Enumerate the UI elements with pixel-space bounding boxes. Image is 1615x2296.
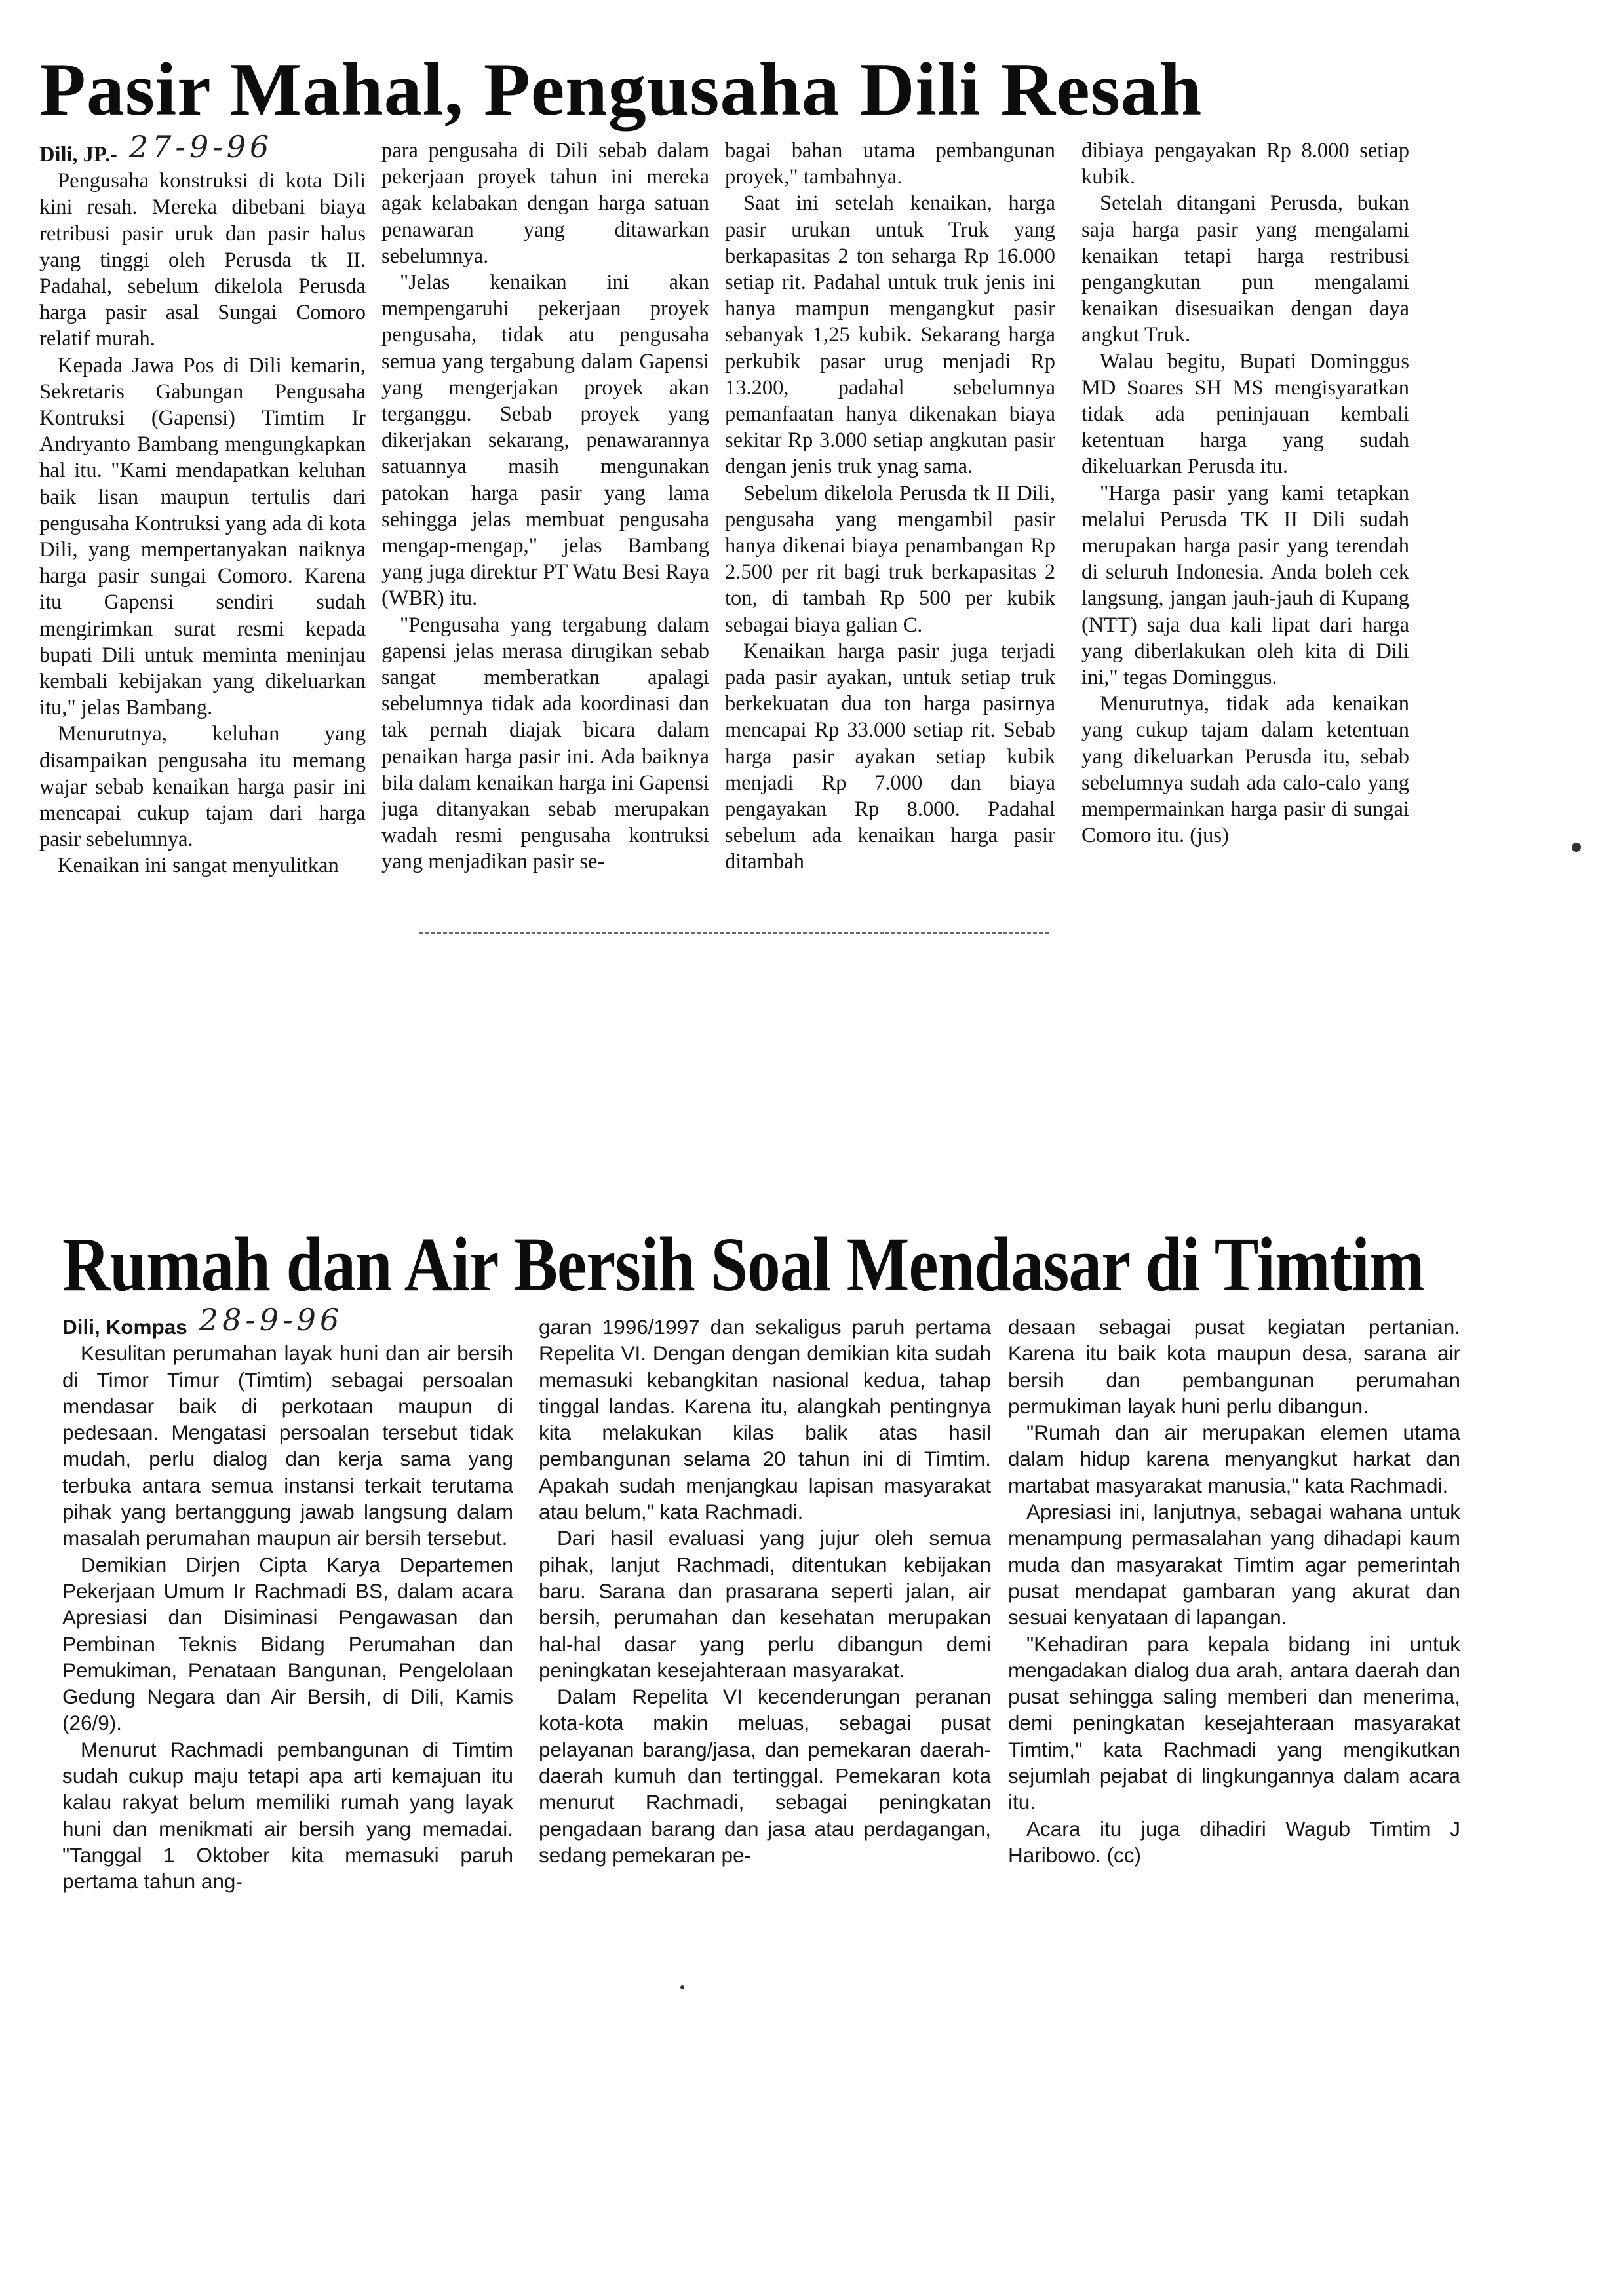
paragraph: Dalam Repelita VI kecenderungan peranan kota-kota makin meluas, sebagai pusat pelayanan barang/jasa, dan pemekaran daerah-daerah kumuh dan tertinggal. Pemekaran kota menurut Rachmadi, sebagai peningkatan pengadaan barang dan jasa atau perdagangan, sedang pemekaran pe- [539,1685,991,1867]
paragraph: Menurut Rachmadi pembangunan di Timtim sudah cukup maju tetapi apa arti kemajuan itu kalau rakyat belum memiliki rumah yang layak huni dan menikmati air bersih yang memadai. "Tanggal 1 Oktober kita memasuki paruh pertama tahun ang- [62,1737,513,1894]
paragraph: "Harga pasir yang kami tetapkan melalui Perusda TK II Dili sudah merupakan harga pasir yang terendah di seluruh Indonesia. Anda boleh cek langsung, jangan jauh-jauh di Kupang (NTT) saja dua kali lipat dari harga yang diberlakukan oleh kita di Dili ini," tegas Dominggus. [1081,481,1409,690]
cut-line [419,932,1049,934]
paragraph: "Jelas kenaikan ini akan mempengaruhi pekerjaan proyek pengusaha, tidak atu pengusaha semua yang tergabung dalam Gapensi yang mengerjakan proyek akan terganggu. Sebab proyek yang dikerjakan sekarang, penawarannya satuannya masih mengunakan patokan harga pasir yang lama sehingga jelas membuat pengusaha mengap-mengap," jelas Bambang yang juga direktur PT Watu Besi Raya (WBR) itu. [381,271,709,611]
article-column-3 [1008,1314,1460,1868]
article-column-4 [1081,138,1409,849]
article-column-1 [62,1302,513,1895]
article-column-2 [539,1314,991,1868]
paragraph: Menurutnya, tidak ada kenaikan yang cukup tajam dalam ketentuan yang dikeluarkan Perusda itu, sebab sebelumnya sudah ada calo-calo yang mempermainkan harga pasir di sungai Comoro itu. (jus) [1081,692,1409,848]
headline: Rumah dan Air Bersih Soal Mendasar di Timtim [62,1221,1424,1307]
headline: Pasir Mahal, Pengusaha Dili Resah [39,48,1203,132]
scan-speck [680,1985,684,1989]
paragraph: "Pengusaha yang tergabung dalam gapensi jelas merasa dirugikan sebab sangat memberatkan apalagi sebelumnya tidak ada koordinasi dan tak pernah diajak bicara dalam penaikan harga pasir ini. Ada baiknya bila dalam kenaikan harga ini Gapensi juga ditanyakan sebab merupakan wadah resmi pengusaha kontruksi yang menjadikan pasir se- [381,613,709,874]
article-column-2 [381,138,709,875]
paragraph: Demikian Dirjen Cipta Karya Departemen Pekerjaan Umum Ir Rachmadi BS, dalam acara Apresiasi dan Disiminasi Pengawasan dan Pembinan Teknis Bidang Perumahan dan Pemukiman, Penataan Bangunan, Pengelolaan Gedung Negara dan Air Bersih, di Dili, Kamis (26/9). [62,1552,513,1735]
paragraph: Apresiasi ini, lanjutnya, sebagai wahana untuk menampung permasalahan yang dihadapi kaum muda dan masyarakat Timtim agar pemerintah pusat mendapat gambaran yang akurat dan sesuai kenyataan di lapangan. [1008,1500,1460,1630]
article-column-1 [39,129,366,879]
paragraph: Sebelum dikelola Perusda tk II Dili, pengusaha yang mengambil pasir hanya dikenai biaya penambangan Rp 2.500 per rit bagi truk berkapasitas 2 ton, di tambah Rp 500 per kubik sebagai biaya galian C. [725,481,1055,637]
scan-speck [1572,843,1581,852]
paragraph: "Rumah dan air merupakan elemen utama dalam hidup karena menyangkut harkat dan martabat masyarakat manusia," kata Rachmadi. [1008,1421,1460,1497]
paragraph [39,129,366,168]
handwritten-date: 27-9-96 [128,129,273,164]
handwritten-date: 28-9-96 [199,1302,343,1337]
paragraph: bagai bahan utama pembangunan proyek," tambahnya. [725,139,1055,189]
dateline: Dili, JP.- [39,143,117,166]
paragraph: Kesulitan perumahan layak huni dan air bersih di Timor Timur (Timtim) sebagai persoalan mendasar baik di perkotaan maupun di pedesaan. Mengatasi persoalan tersebut tidak mudah, perlu dialog dan kerja sama yang terbuka antara semua instansi terkait terutama pihak yang bertanggung jawab langsung dalam masalah perumahan maupun air bersih tersebut. [62,1341,513,1550]
paragraph: Walau begitu, Bupati Dominggus MD Soares SH MS mengisyaratkan tidak ada peninjauan kembali ketentuan harga yang sudah dikeluarkan Perusda itu. [1081,349,1409,479]
paragraph: dibiaya pengayakan Rp 8.000 setiap kubik. [1081,139,1409,189]
paragraph: Setelah ditangani Perusda, bukan saja harga pasir yang mengalami kenaikan tetapi harga restribusi pengangkutan pun mengalami kenaikan disesuaikan dengan daya angkut Truk. [1081,191,1409,347]
paragraph [62,1302,513,1340]
paragraph: Saat ini setelah kenaikan, harga pasir urukan untuk Truk yang berkapasitas 2 ton seharga Rp 16.000 setiap rit. Padahal untuk truk jenis ini hanya mampun mengangkut pasir sebanyak 1,25 kubik. Sekarang harga perkubik pasar urug menjadi Rp 13.200, padahal sebelumnya pemanfaatan hanya dikenakan biaya sekitar Rp 3.000 setiap angkutan pasir dengan jenis truk ynag sama. [725,191,1055,479]
paragraph: Kepada Jawa Pos di Dili kemarin, Sekretaris Gabungan Pengusaha Kontruksi (Gapensi) Timtim Ir Andryanto Bambang mengungkapkan hal itu. "Kami mendapatkan keluhan baik lisan maupun tertulis dari pengusaha Kontruksi yang ada di kota Dili, yang mempertanyakan naiknya harga pasir sungai Comoro. Karena itu Gapensi sendiri sudah mengirimkan surat resmi kepada bupati Dili untuk meminta meninjau kembali kebijakan yang dikeluarkan itu," jelas Bambang. [39,353,366,720]
paragraph: Menurutnya, keluhan yang disampaikan pengusaha itu memang wajar sebab kenaikan harga pasir ini mencapai cukup tajam dari harga pasir sebelumnya. [39,722,366,852]
paragraph: Acara itu juga dihadiri Wagub Timtim J Haribowo. (cc) [1008,1816,1460,1867]
paragraph: para pengusaha di Dili sebab dalam pekerjaan proyek tahun ini mereka agak kelabakan dengan harga satuan penawaran yang ditawarkan sebelumnya. [381,139,709,268]
article-rumah-air-bersih [0,1199,1615,2018]
paragraph: garan 1996/1997 dan sekaligus paruh pertama Repelita VI. Dengan dengan demikian kita sudah memasuki kebangkitan nasional kedua, tahap tinggal landas. Karena itu, alangkah pentingnya kita melakukan kilas balik atas hasil pembangunan selama 20 tahun ini di Timtim. Apakah sudah menjangkau lapisan masyarakat atau belum," kata Rachmadi. [539,1315,991,1524]
paragraph: Kenaikan ini sangat menyulitkan [58,854,339,878]
article-pasir-mahal [0,0,1615,957]
dateline: Dili, Kompas [62,1315,187,1339]
article-column-3 [725,138,1055,875]
paragraph: Kenaikan harga pasir juga terjadi pada pasir ayakan, untuk setiap truk berkekuatan dua ton harga pasirnya mencapai Rp 33.000 setiap rit. Sebab harga pasir ayakan setiap kubik menjadi Rp 7.000 dan biaya pengayakan Rp 8.000. Padahal sebelum ada kenaikan harga pasir ditambah [725,639,1055,874]
paragraph: "Kehadiran para kepala bidang ini untuk mengadakan dialog dua arah, antara daerah dan pusat sehingga saling memberi dan menerima, demi peningkatan kesejahteraan masyarakat Timtim," kata Rachmadi yang mengikutkan sejumlah pejabat di lingkungannya dalam acara itu. [1008,1632,1460,1814]
paragraph: Pengusaha konstruksi di kota Dili kini resah. Mereka dibebani biaya retribusi pasir uruk dan pasir halus yang tinggi oleh Perusda tk II. Padahal, sebelum dikelola Perusda harga pasir asal Sungai Comoro relatif murah. [39,169,366,351]
paragraph: desaan sebagai pusat kegiatan pertanian. Karena itu baik kota maupun desa, sarana air bersih dan pembangunan perumahan permukiman layak huni perlu dibangun. [1008,1315,1460,1418]
paragraph: Dari hasil evaluasi yang jujur oleh semua pihak, lanjut Rachmadi, ditentukan kebijakan baru. Sarana dan prasarana seperti jalan, air bersih, perumahan dan kesehatan merupakan hal-hal dasar yang perlu dibangun demi peningkatan kesejahteraan masyarakat. [539,1526,991,1682]
